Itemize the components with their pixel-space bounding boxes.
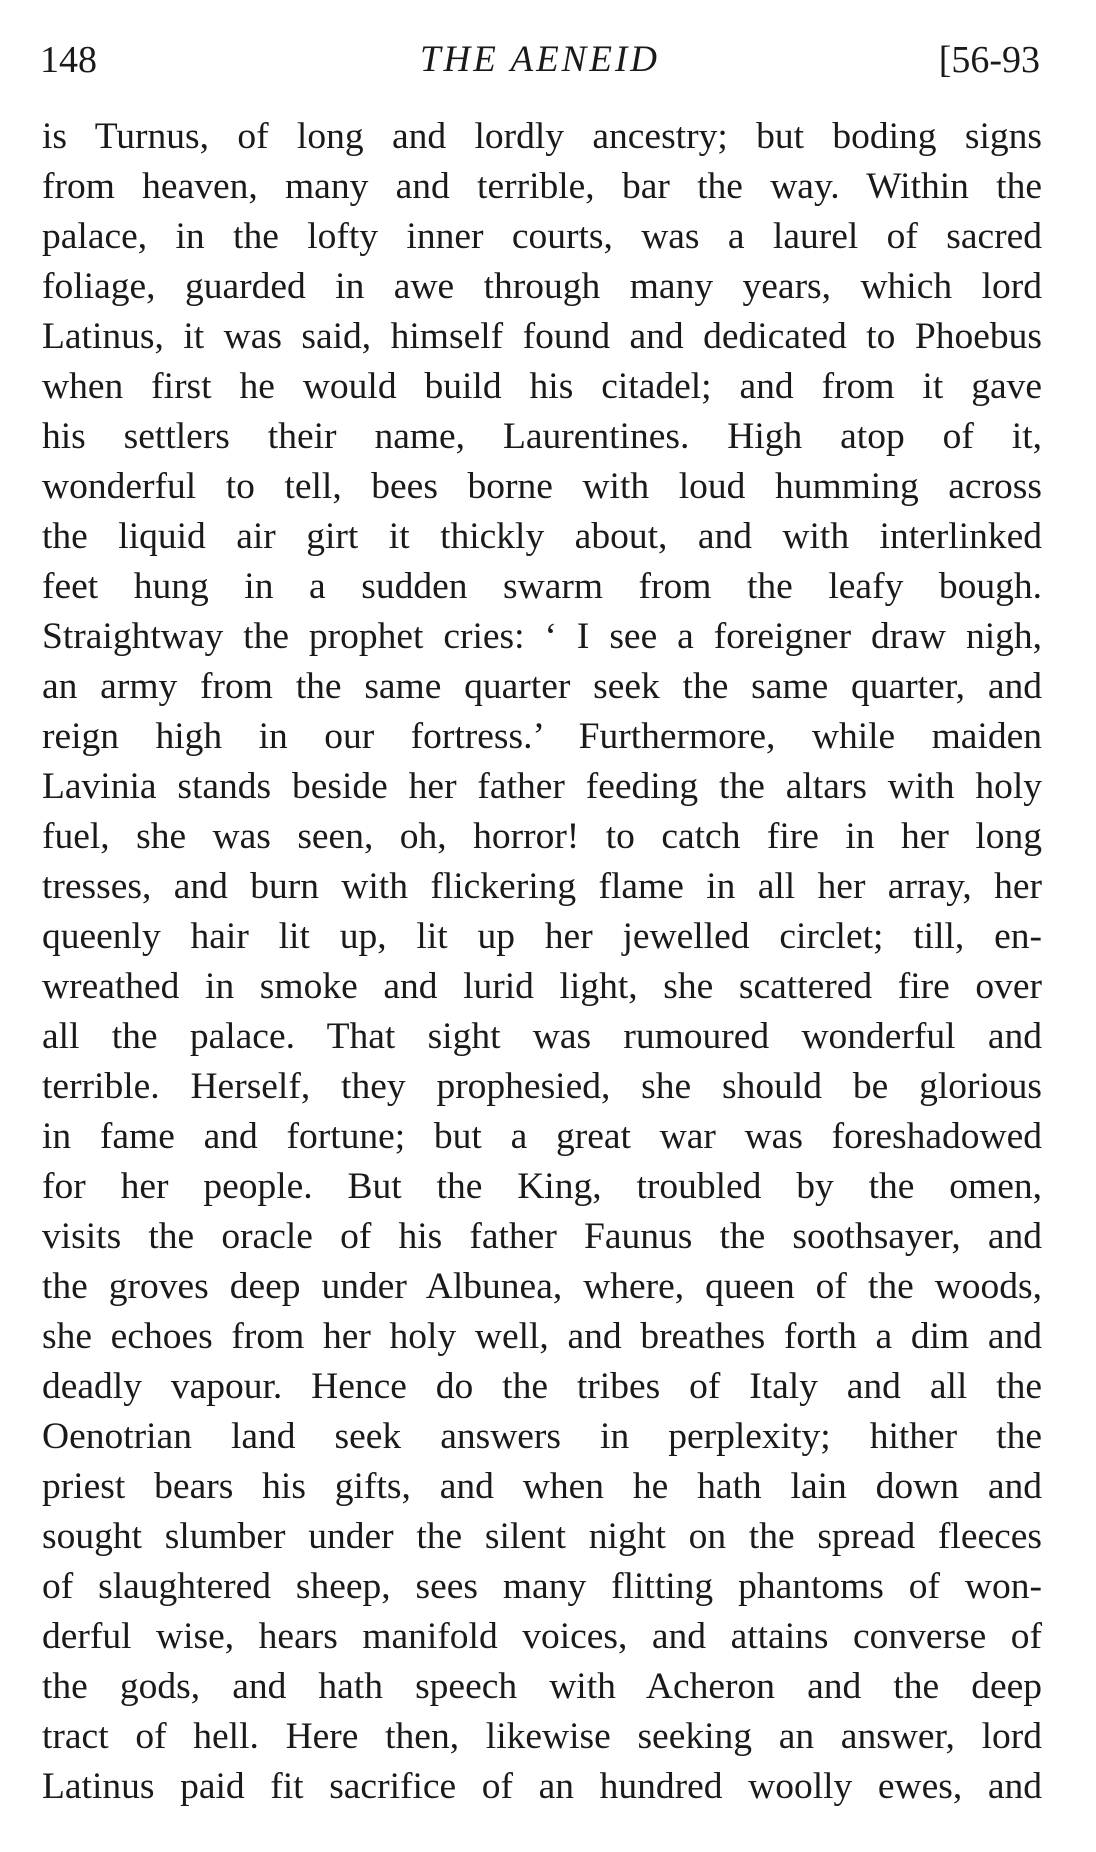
text-line: derful wise, hears manifold voices, and attains converse of	[42, 1616, 1042, 1657]
text-line: of slaughtered sheep, sees many flitting phantoms of won-	[42, 1566, 1042, 1607]
text-line: deadly vapour. Hence do the tribes of Italy and all the	[42, 1366, 1042, 1407]
text-line: foliage, guarded in awe through many years, which lord	[42, 266, 1042, 307]
text-line: she echoes from her holy well, and breathes forth a dim and	[42, 1316, 1042, 1357]
text-line: palace, in the lofty inner courts, was a laurel of sacred	[42, 216, 1042, 257]
text-line: Oenotrian land seek answers in perplexity; hither the	[42, 1416, 1042, 1457]
text-line: tract of hell. Here then, likewise seeking an answer, lord	[42, 1716, 1042, 1757]
text-line: the gods, and hath speech with Acheron and the deep	[42, 1666, 1042, 1707]
text-line: an army from the same quarter seek the same quarter, and	[42, 666, 1042, 707]
page-number: 148	[40, 39, 97, 81]
text-line: in fame and fortune; but a great war was foreshadowed	[42, 1116, 1042, 1157]
text-line: the liquid air girt it thickly about, and with interlinked	[42, 516, 1042, 557]
text-line: visits the oracle of his father Faunus the soothsayer, and	[42, 1216, 1042, 1257]
text-line: Lavinia stands beside her father feeding the altars with holy	[42, 766, 1042, 807]
text-line: queenly hair lit up, lit up her jewelled circlet; till, en-	[42, 916, 1042, 957]
text-line: his settlers their name, Laurentines. High atop of it,	[42, 416, 1042, 457]
text-line: feet hung in a sudden swarm from the leafy bough.	[42, 566, 1042, 607]
running-title: THE AENEID	[419, 39, 660, 80]
text-line: wreathed in smoke and lurid light, she scattered fire over	[42, 966, 1042, 1007]
text-line: from heaven, many and terrible, bar the way. Within the	[42, 166, 1042, 207]
text-line: wonderful to tell, bees borne with loud humming across	[42, 466, 1042, 507]
body-text	[42, 112, 1042, 1812]
text-line: the groves deep under Albunea, where, queen of the woods,	[42, 1266, 1042, 1307]
text-line: for her people. But the King, troubled by the omen,	[42, 1166, 1042, 1207]
text-line: Straightway the prophet cries: ‘ I see a foreigner draw nigh,	[42, 616, 1042, 657]
text-line: terrible. Herself, they prophesied, she should be glorious	[42, 1066, 1042, 1107]
text-line: all the palace. That sight was rumoured wonderful and	[42, 1016, 1042, 1057]
text-line: Latinus paid fit sacrifice of an hundred woolly ewes, and	[42, 1766, 1042, 1807]
text-line: priest bears his gifts, and when he hath lain down and	[42, 1466, 1042, 1507]
running-header	[40, 30, 1040, 90]
line-range: [56-93	[938, 39, 1040, 81]
text-line: reign high in our fortress.’ Furthermore, while maiden	[42, 716, 1042, 757]
text-line: fuel, she was seen, oh, horror! to catch fire in her long	[42, 816, 1042, 857]
text-line: sought slumber under the silent night on the spread fleeces	[42, 1516, 1042, 1557]
text-line: when first he would build his citadel; and from it gave	[42, 366, 1042, 407]
text-line: Latinus, it was said, himself found and dedicated to Phoebus	[42, 316, 1042, 357]
text-line: is Turnus, of long and lordly ancestry; but boding signs	[42, 116, 1042, 157]
text-line: tresses, and burn with flickering flame in all her array, her	[42, 866, 1042, 907]
